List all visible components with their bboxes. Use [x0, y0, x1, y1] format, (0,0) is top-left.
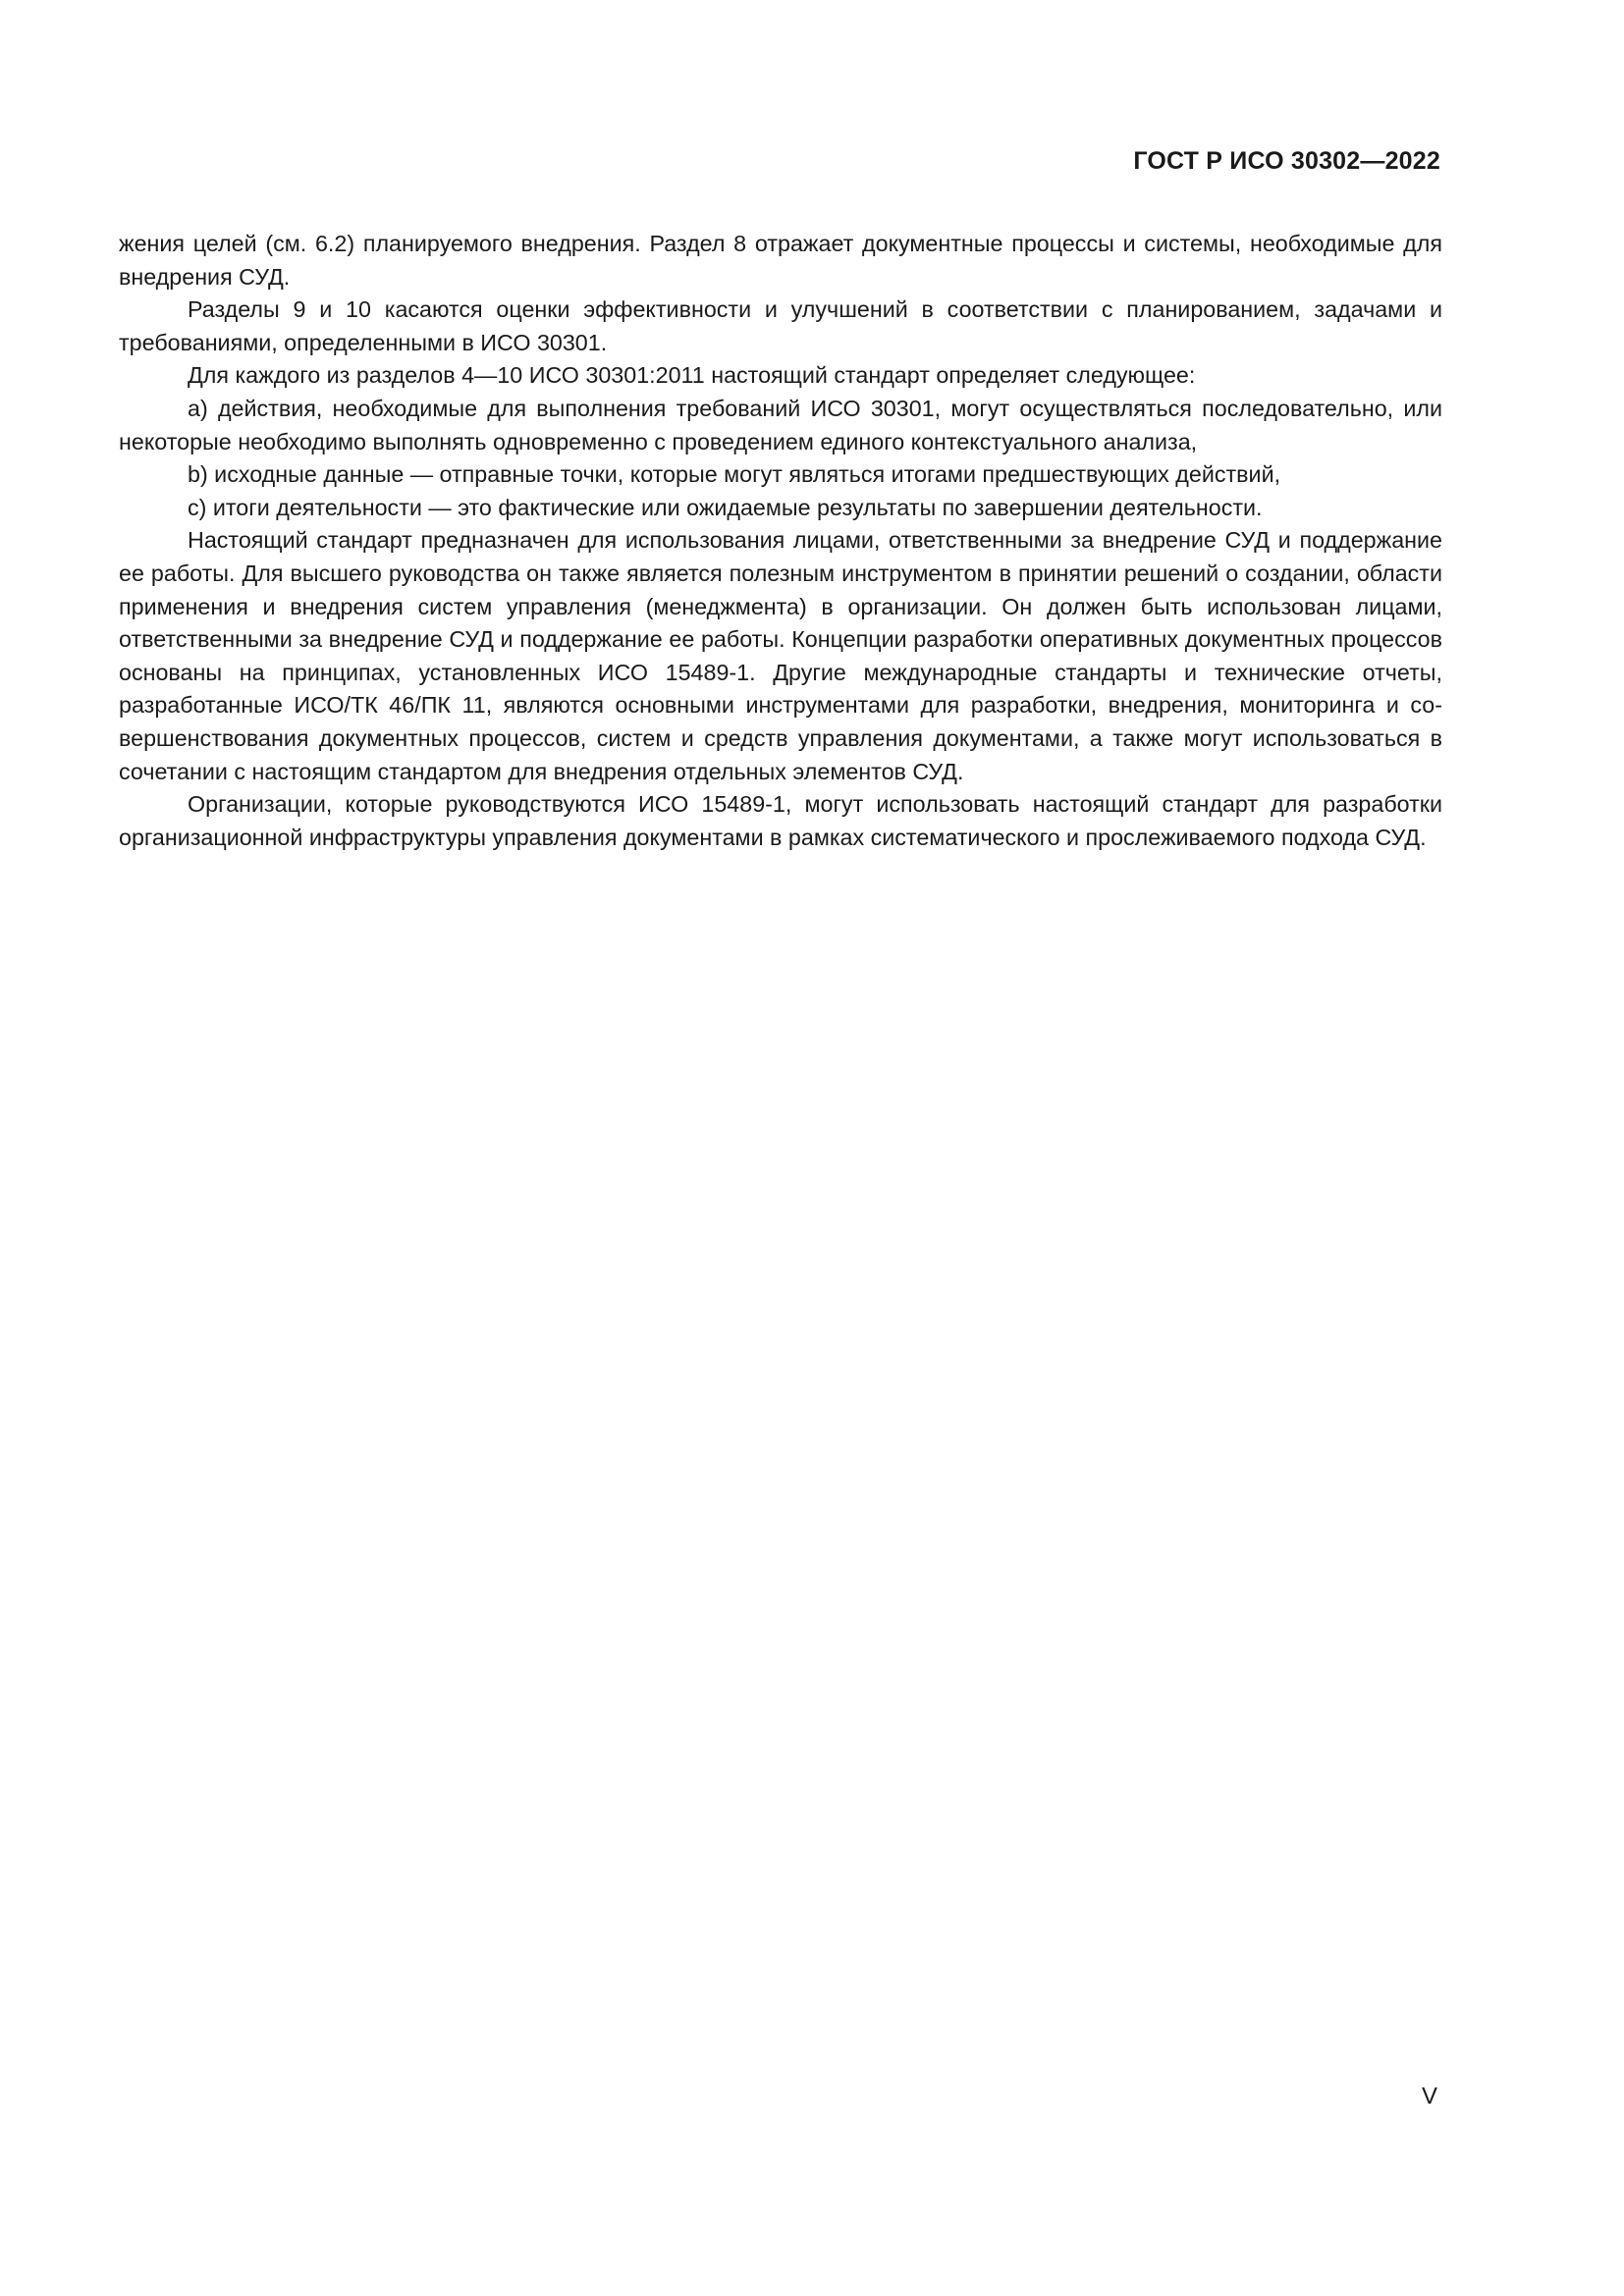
paragraph: Разделы 9 и 10 касаются оценки эффективности и улучшений в соответствии с планированием, задачами и требованиями, определенными в ИСО 30301. [119, 296, 1442, 355]
list-item-c: c) итоги деятельности — это фактические или ожидаемые результаты по завершении деятельности. [188, 494, 1263, 520]
paragraph: Для каждого из разделов 4—10 ИСО 30301:2011 настоящий стандарт определяет следующее: [188, 362, 1196, 389]
paragraph: жения целей (см. 6.2) планируемого внедрения. Раздел 8 отражает документные процессы и системы, необходимые для внедрения СУД. [119, 231, 1442, 290]
paragraph: Организации, которые руководствуются ИСО 15489-1, могут использовать настоящий стандарт для разработки организационной инфраструктуры управления документами в рамках систематического и прослеживаемого подхода СУД. [119, 791, 1442, 850]
body-text [119, 228, 1442, 854]
paragraph: Настоящий стандарт предназначен для использования лицами, ответственными за внедрение СУД и поддержание ее работы. Для высшего руководства он также является полезным инструментом в принятии решений о создании, области применения и внедрения систем управления (менеджмента) в организации. Он должен быть использован лицами, ответственными за внедрение СУД и поддержание ее работы. Концепции разработки оперативных документных процессов основаны на принципах, установленных ИСО 15489-1. Другие международные стандарты и технические отчеты, разработанные ИСО/ТК 46/ПК 11, являются основными инструментами для разработки, внедрения, мониторинга и совершенствования документных процессов, систем и средств управления документами, а также могут использоваться в сочетании с настоящим стандартом для внедрения отдельных элементов СУД. [119, 527, 1442, 784]
document-header-code: ГОСТ Р ИСО 30302—2022 [1133, 147, 1440, 175]
list-item-b: b) исходные данные — отправные точки, которые могут являться итогами предшествующих действий, [188, 461, 1281, 488]
list-item-a: a) действия, необходимые для выполнения требований ИСО 30301, могут осуществляться последовательно, или некоторые необходимо выполнять одновременно с проведением единого контекстуального анализа, [119, 395, 1442, 454]
page-number: V [1421, 2083, 1437, 2109]
